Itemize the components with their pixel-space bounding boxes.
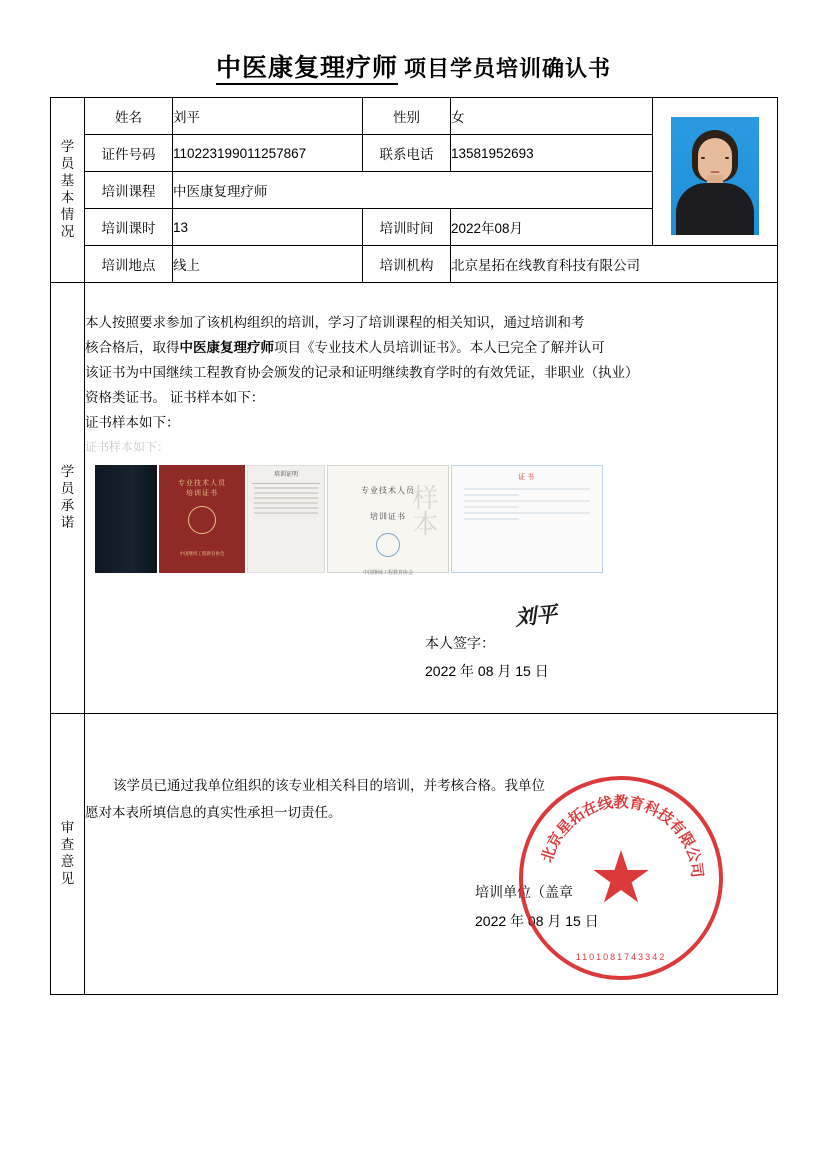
cert5-line — [464, 494, 519, 496]
promise-line-2c: 项目《专业技术人员培训证书》。 — [274, 340, 470, 356]
review-line-2: 愿对本表所填信息的真实性承担一切责任。 — [85, 804, 342, 820]
cert5-heading: 证书 — [518, 473, 536, 481]
table-row — [51, 246, 778, 283]
title-main: 中医康复理疗师 — [216, 54, 398, 85]
label-gender: 性别 — [363, 98, 451, 135]
promise-line-2 — [85, 336, 777, 361]
photo-eye-left — [701, 157, 705, 160]
cert5-line — [464, 518, 519, 520]
label-hours: 培训课时 — [85, 209, 173, 246]
signature-label: 本人签字： — [425, 634, 495, 651]
label-place: 培训地点 — [85, 246, 173, 283]
handwritten-signature: 刘平 — [513, 601, 559, 630]
promise-line-2d: 本人已完全了解并认可 — [469, 340, 605, 356]
label-time: 培训时间 — [363, 209, 451, 246]
cert5-line — [464, 512, 590, 514]
cert4-title-line1: 专业技术人员 — [361, 485, 415, 495]
value-course: 中医康复理疗师 — [173, 172, 653, 209]
promise-line-1: 本人按照要求参加了该机构组织的培训，学习了培训课程的相关知识，通过培训和考 — [85, 315, 585, 331]
cert4-footer: 中国继续工程教育协会 — [362, 570, 413, 577]
review-content — [85, 714, 778, 995]
certificate-sample-record — [451, 465, 603, 573]
cert3-title: 培训证明 — [252, 470, 320, 484]
label-org: 培训机构 — [363, 246, 451, 283]
confirmation-form-table — [50, 97, 778, 995]
company-seal-stamp — [519, 776, 723, 980]
signature-date: 2022 年 08 月 15 日 — [425, 662, 549, 679]
promise-sample-label-faded: 证书样本如下： — [85, 440, 170, 455]
value-hours: 13 — [173, 209, 363, 246]
label-phone: 联系电话 — [363, 135, 451, 172]
cert5-line — [464, 500, 590, 502]
promise-line-3: 该证书为中国继续工程教育协会颁发的记录和证明继续教育学时的有效凭证，非职业（执业） — [85, 365, 639, 381]
promise-line-4: 资格类证书。 证书样本如下： — [85, 390, 265, 406]
section-label-review: 审 查 意 见 — [51, 714, 85, 995]
cert4-title-line2: 培训证书 — [370, 512, 406, 522]
cert2-title-line1: 专业技术人员 — [178, 479, 226, 487]
certificate-sample-red — [159, 465, 245, 573]
certificate-sample-inner — [247, 465, 325, 573]
cert2-footer: 中国继续工程教育协会 — [179, 550, 225, 556]
promise-course-highlight: 中医康复理疗师 — [179, 340, 274, 356]
cert2-title-line2: 培训证书 — [186, 490, 218, 498]
photo-eye-right — [725, 157, 729, 160]
photo-body — [676, 183, 754, 235]
certificate-sample-page — [327, 465, 449, 577]
student-photo — [653, 98, 778, 246]
label-name: 姓名 — [85, 98, 173, 135]
value-id: 110223199011257867 — [173, 135, 363, 172]
section-label-basic: 学 员 基 本 情 况 — [51, 98, 85, 283]
review-date: 2022 年 08 月 15 日 — [475, 913, 599, 929]
seal-text-ring: 北 京 星 拓 在 线 教 育 科 技 有 限 公 司 — [538, 794, 706, 879]
table-row — [51, 98, 778, 135]
review-line-1: 该学员已通过我单位组织的该专业相关科目的培训，并考核合格。我单位 — [113, 777, 545, 793]
promise-content — [85, 283, 778, 714]
cert2-emblem-icon — [188, 506, 216, 534]
table-row — [51, 714, 778, 995]
cert3-line — [254, 507, 318, 509]
photo-image — [671, 117, 759, 235]
certificate-sample-cover — [95, 465, 157, 573]
cert4-watermark: 样本 — [409, 483, 439, 536]
cert3-line — [254, 492, 318, 494]
promise-line-2a: 核合格后，取得 — [85, 340, 180, 356]
certificate-samples — [85, 465, 777, 577]
value-name: 刘平 — [173, 98, 363, 135]
review-org-label: 培训单位（盖章 — [475, 883, 573, 900]
section-label-promise: 学 员 承 诺 — [51, 283, 85, 714]
promise-sample-label: 证书样本如下： — [85, 415, 180, 431]
title-rest: 项目学员培训确认书 — [404, 56, 612, 81]
cert3-line — [254, 497, 318, 499]
cert5-line — [464, 506, 519, 508]
cert5-line — [464, 488, 590, 490]
cert3-line — [254, 502, 318, 504]
cert4-emblem-icon — [376, 533, 400, 557]
value-time: 2022年08月 — [451, 209, 653, 246]
star-icon: ★ — [588, 838, 654, 918]
label-id: 证件号码 — [85, 135, 173, 172]
value-org: 北京星拓在线教育科技有限公司 — [451, 246, 778, 283]
label-course: 培训课程 — [85, 172, 173, 209]
value-phone: 13581952693 — [451, 135, 653, 172]
table-row — [51, 283, 778, 714]
cert3-line — [254, 512, 318, 514]
page-title — [0, 48, 827, 84]
seal-number: 1101081743342 — [575, 952, 667, 962]
value-place: 线上 — [173, 246, 363, 283]
photo-mouth — [711, 171, 720, 173]
value-gender: 女 — [451, 98, 653, 135]
cert3-line — [254, 487, 318, 489]
promise-signature-block — [85, 601, 777, 685]
